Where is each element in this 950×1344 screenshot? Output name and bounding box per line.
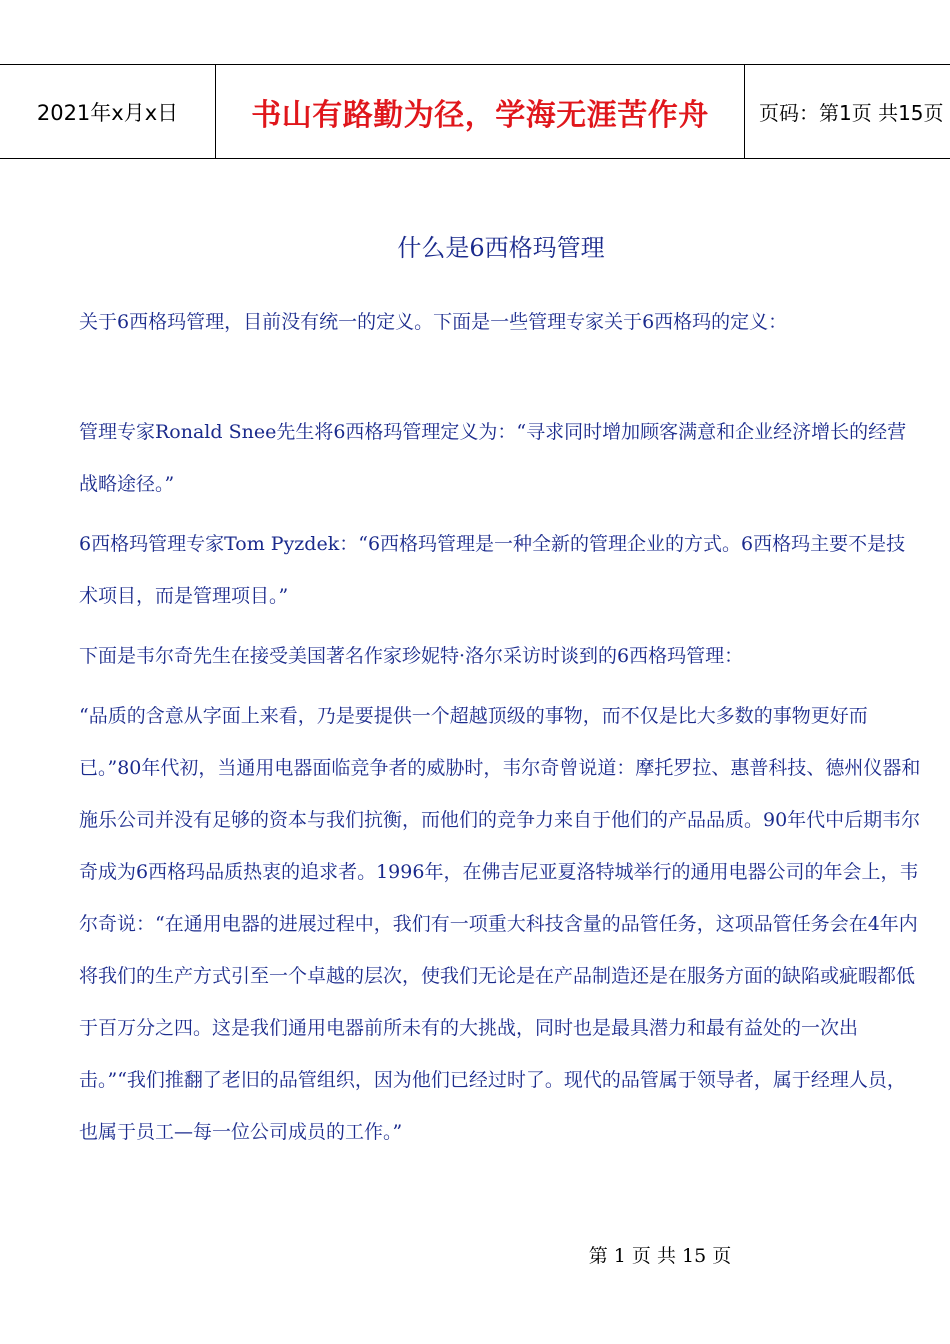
document-body [79, 296, 924, 1158]
page-footer: 第 1 页 共 15 页 [588, 1245, 732, 1267]
paragraph-pyzdek-definition: 6西格玛管理专家Tom Pyzdek：“6西格玛管理是一种全新的管理企业的方式。6西格玛主要不是技术项目，而是管理项目。” [79, 533, 906, 607]
paragraph-welch-intro: 下面是韦尔奇先生在接受美国著名作家珍妮特·洛尔采访时谈到的6西格玛管理： [79, 645, 744, 667]
header-date: 2021年x月x日 [0, 65, 216, 158]
paragraph-snee-definition: 管理专家Ronald Snee先生将6西格玛管理定义为：“寻求同时增加顾客满意和企业经济增长的经营战略途径。” [79, 421, 907, 495]
document-title: 什么是6西格玛管理 [397, 234, 605, 262]
header-motto: 书山有路勤为径，学海无涯苦作舟 [216, 65, 745, 158]
header-page-number: 页码：第1页 共15页 [759, 101, 944, 125]
page-header [0, 64, 950, 159]
paragraph-welch-quote: “品质的含意从字面上来看，乃是要提供一个超越顶级的事物，而不仅是比大多数的事物更好而已。”80年代初，当通用电器面临竞争者的威胁时，韦尔奇曾说道：摩托罗拉、惠普科技、德州仪器和施乐公司并没有足够的资本与我们抗衡，而他们的竞争力来自于他们的产品品质。90年代中后期韦尔奇成为6西格玛品质热衷的追求者。1996年，在佛吉尼亚夏洛特城举行的通用电器公司的年会上，韦尔奇说：“在通用电器的进展过程中，我们有一项重大科技含量的品管任务，这项品管任务会在4年内将我们的生产方式引至一个卓越的层次，使我们无论是在产品制造还是在服务方面的缺陷或疵暇都低于百万分之四。这是我们通用电器前所未有的大挑战，同时也是最具潜力和最有益处的一次出击。”“我们推翻了老旧的品管组织，因为他们已经过时了。现代的品管属于领导者，属于经理人员，也属于员工—每一位公司成员的工作。” [79, 705, 921, 1143]
paragraph-intro: 关于6西格玛管理，目前没有统一的定义。下面是一些管理专家关于6西格玛的定义： [79, 311, 788, 333]
